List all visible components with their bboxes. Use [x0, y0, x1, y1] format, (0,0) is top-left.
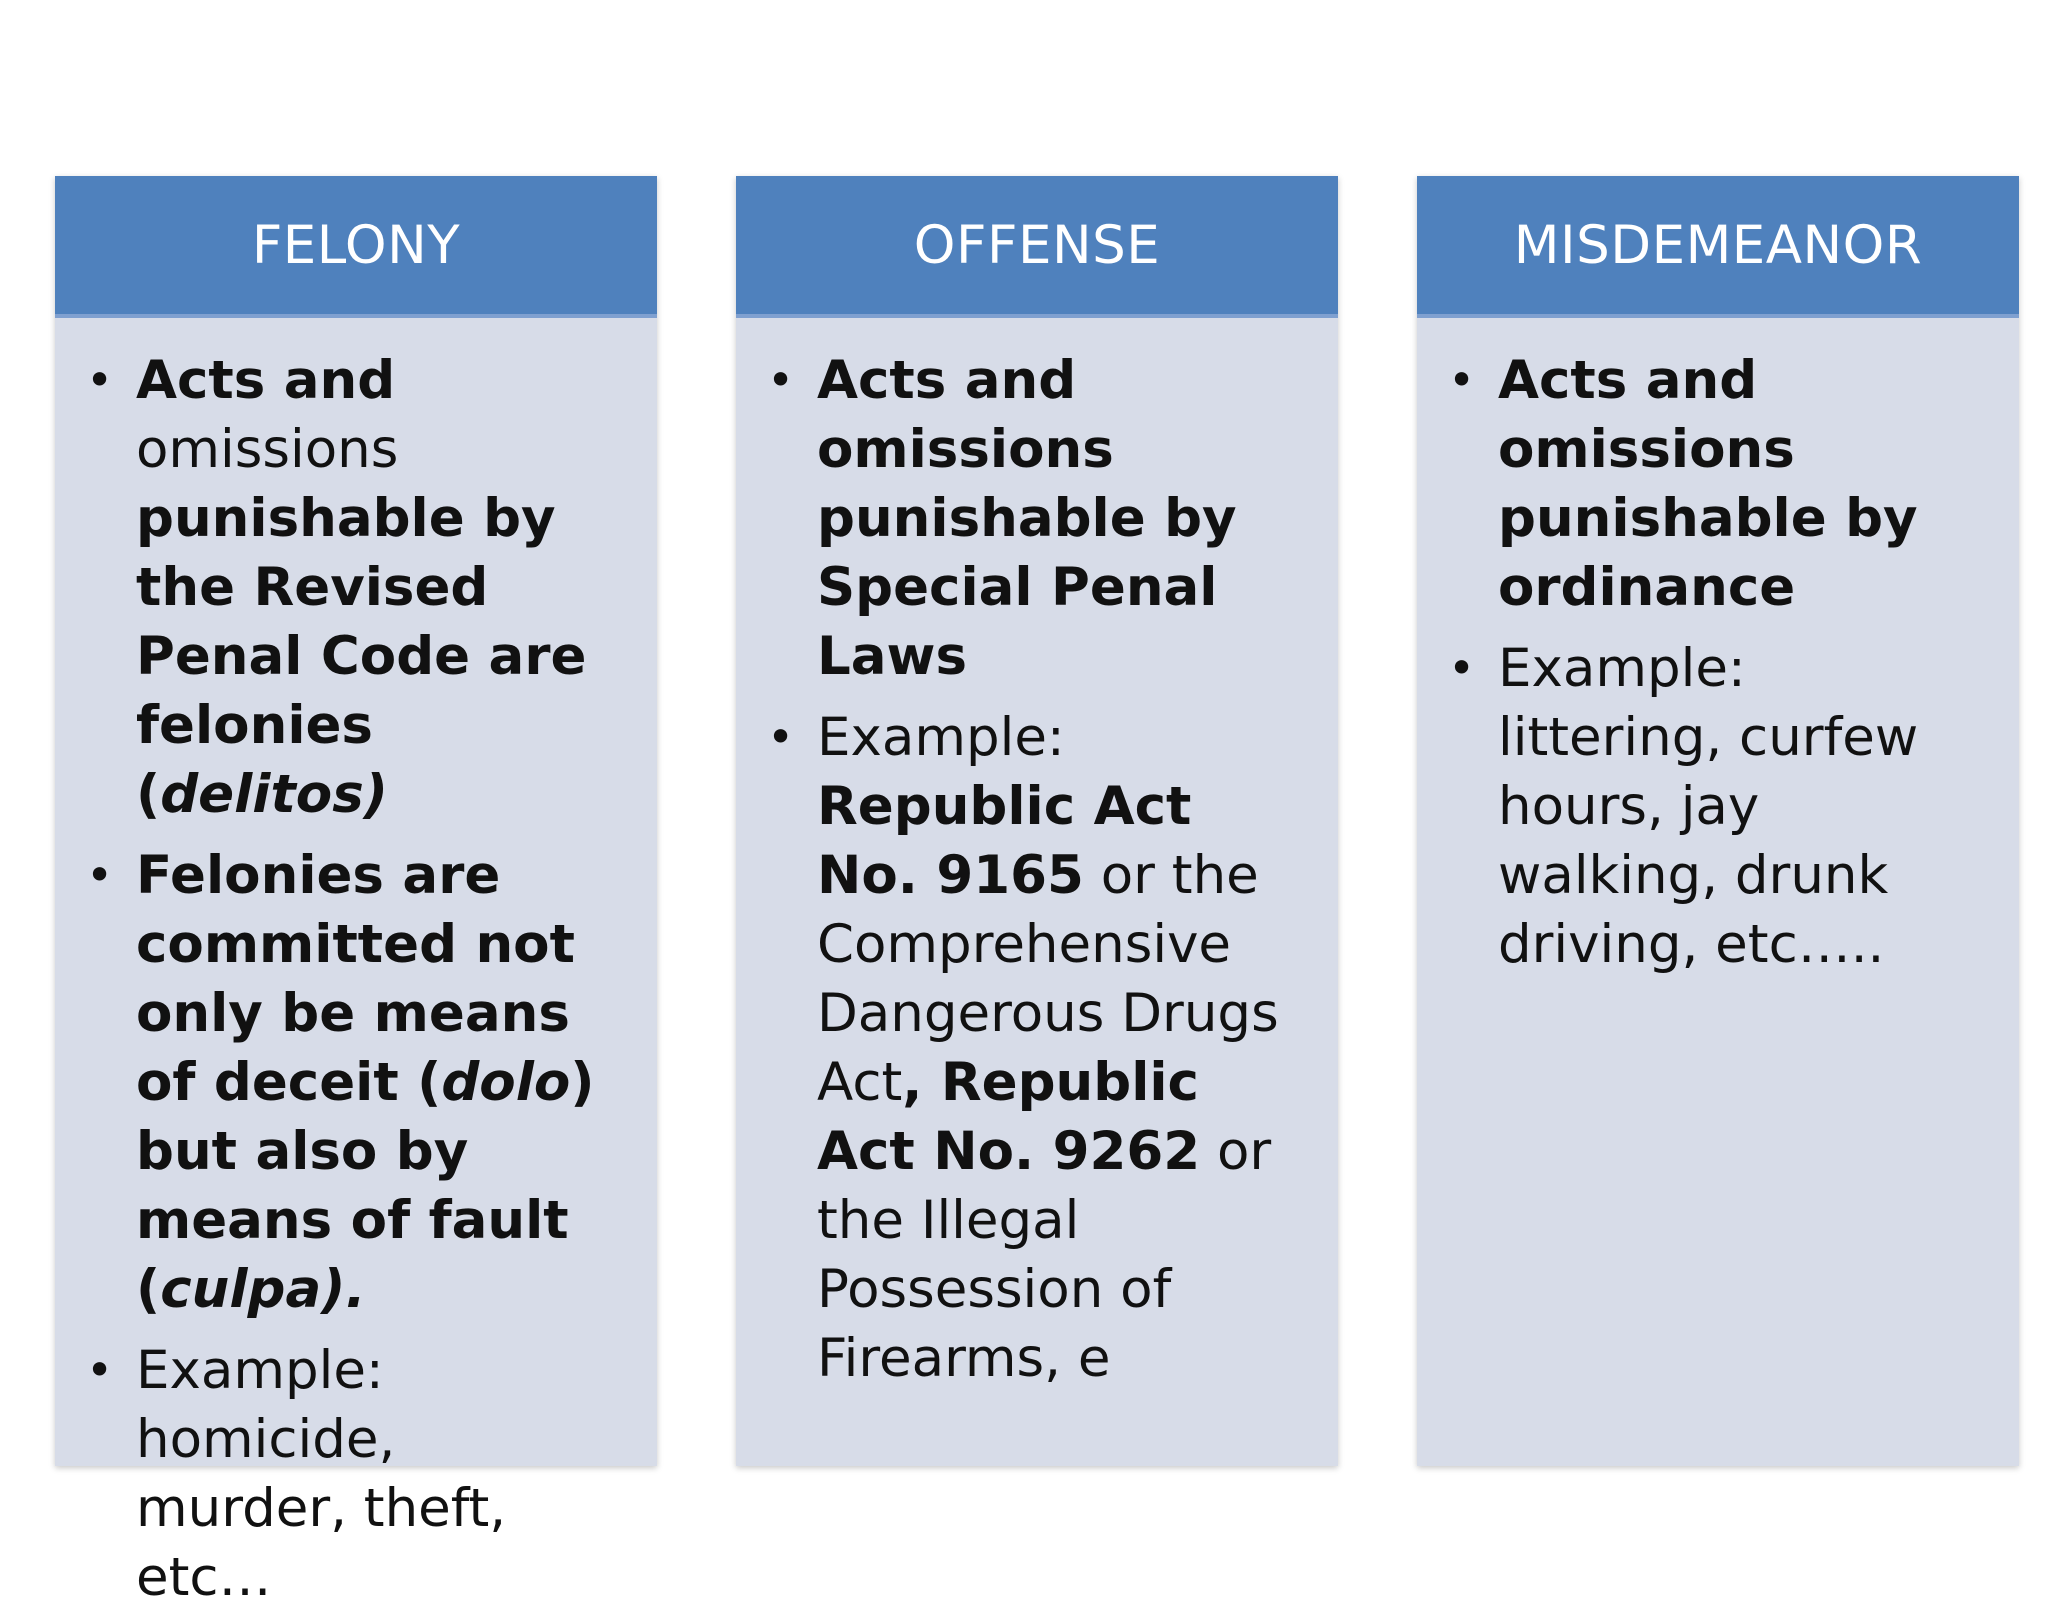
column-felony	[55, 176, 657, 1608]
bullet-item	[767, 703, 1302, 1393]
column-header-misdemeanor: MISDEMEANOR	[1417, 176, 2019, 318]
column-body-misdemeanor	[1417, 346, 2019, 991]
bullet-dot-icon: •	[767, 710, 795, 764]
bullet-text-run: Acts and omissions punishable by ordinance	[1498, 350, 1918, 618]
bullet-item	[86, 1336, 621, 1612]
bullet-item	[767, 346, 1302, 691]
bullet-list-misdemeanor	[1448, 346, 1983, 979]
bullet-text-run: omissions	[136, 419, 399, 480]
bullet-dot-icon: •	[86, 848, 114, 902]
column-misdemeanor	[1417, 176, 2019, 1466]
bullet-text-run: or the Illegal Possession of Firearms, e	[817, 1121, 1272, 1389]
bullet-text-run: , Republic Act No. 9262	[817, 1052, 1201, 1182]
column-header-felony: FELONY	[55, 176, 657, 318]
bullet-item	[1448, 634, 1983, 979]
bullet-text-run: Republic Act No. 9165	[817, 776, 1192, 906]
bullet-dot-icon: •	[86, 1343, 114, 1397]
column-body-offense	[736, 346, 1338, 1405]
bullet-text-run: or the Comprehensive Dangerous Drugs Act	[817, 845, 1279, 1113]
bullet-item	[86, 841, 621, 1324]
bullet-text-run: Acts and	[136, 350, 396, 411]
column-body-felony	[55, 346, 657, 1624]
column-header-offense: OFFENSE	[736, 176, 1338, 318]
bullet-text-run: Felonies are committed not only be means of deceit (	[136, 845, 575, 1113]
bullet-dot-icon: •	[1448, 641, 1476, 695]
bullet-text-run: Example: homicide, murder, theft, etc…	[136, 1340, 507, 1608]
bullet-dot-icon: •	[767, 353, 795, 407]
bullet-list-felony	[86, 346, 621, 1612]
bullet-dot-icon: •	[86, 353, 114, 407]
bullet-text-run: punishable by the Revised Penal Code are felonies (	[136, 488, 587, 825]
column-offense	[736, 176, 1338, 1466]
bullet-text-run: delitos)	[160, 764, 388, 825]
bullet-text-run: Example:	[817, 707, 1065, 768]
bullet-dot-icon: •	[1448, 353, 1476, 407]
bullet-item	[1448, 346, 1983, 622]
bullet-text-run: Acts and omissions punishable by Special Penal Laws	[817, 350, 1237, 687]
bullet-list-offense	[767, 346, 1302, 1393]
bullet-text-run: Example: littering, curfew hours, jay walking, drunk driving, etc…..	[1498, 638, 1919, 975]
bullet-text-run: ) but also by means of fault (	[136, 1052, 595, 1320]
bullet-item	[86, 346, 621, 829]
bullet-text-run: dolo	[441, 1052, 571, 1113]
bullet-text-run: culpa).	[160, 1259, 366, 1320]
